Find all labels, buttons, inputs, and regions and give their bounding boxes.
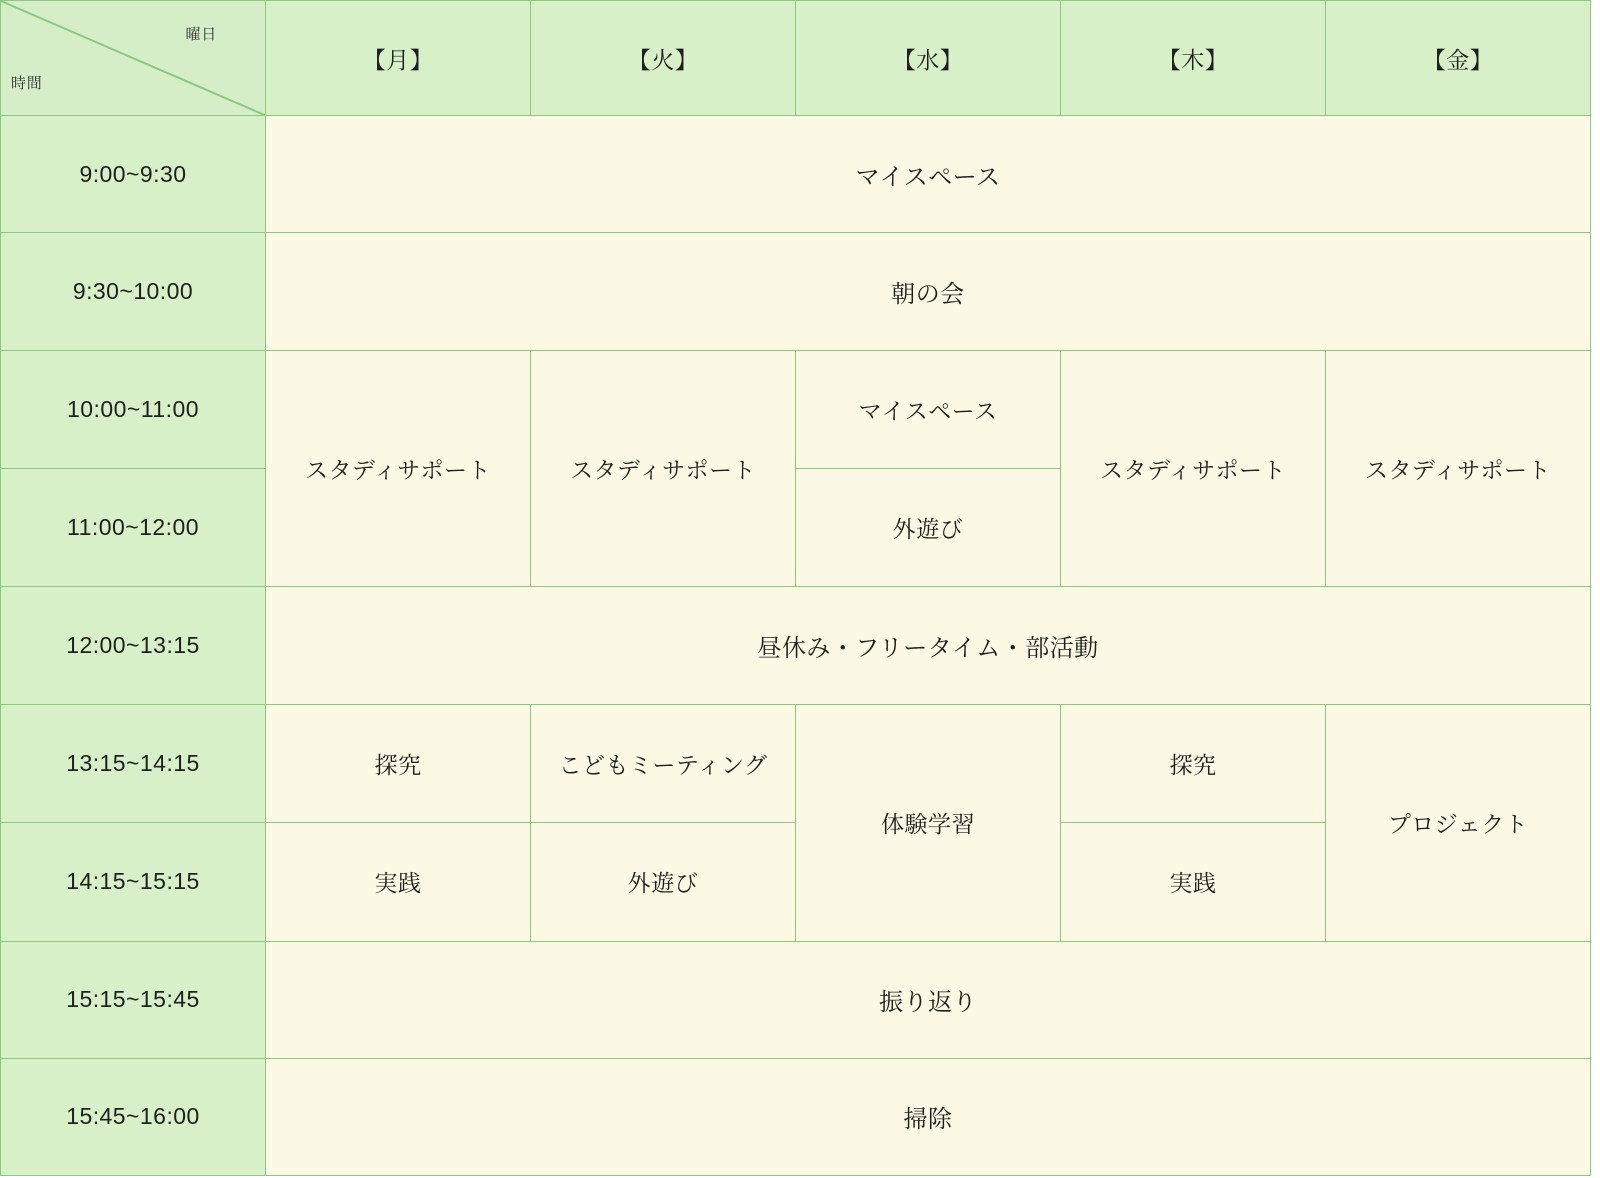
time-slot-1000-1100: 10:00~11:00 <box>1 350 266 468</box>
activity-wednesday-myspace: マイスペース <box>796 350 1061 468</box>
time-slot-0930-1000: 9:30~10:00 <box>1 233 266 350</box>
activity-cleaning: 掃除 <box>266 1058 1591 1175</box>
table-header-row <box>1 1 1591 116</box>
day-header-monday: 【月】 <box>266 1 531 116</box>
day-header-friday: 【金】 <box>1326 1 1591 116</box>
table-row <box>1 705 1591 823</box>
activity-reflection: 振り返り <box>266 941 1591 1058</box>
activity-monday-practice: 実践 <box>266 823 531 941</box>
activity-tuesday-study-support: スタディサポート <box>531 350 796 586</box>
time-slot-1100-1200: 11:00~12:00 <box>1 468 266 586</box>
corner-day-label: 曜日 <box>185 26 217 43</box>
activity-myspace-all-days: マイスペース <box>266 116 1591 233</box>
time-slot-1545-1600: 15:45~16:00 <box>1 1058 266 1175</box>
time-slot-1415-1515: 14:15~15:15 <box>1 823 266 941</box>
activity-lunch-free-club: 昼休み・フリータイム・部活動 <box>266 586 1591 704</box>
table-row <box>1 233 1591 350</box>
activity-tuesday-outdoor-play: 外遊び <box>531 823 796 941</box>
activity-morning-meeting: 朝の会 <box>266 233 1591 350</box>
time-slot-1515-1545: 15:15~15:45 <box>1 941 266 1058</box>
activity-friday-project: プロジェクト <box>1326 705 1591 941</box>
table-row <box>1 350 1591 468</box>
activity-monday-study-support: スタディサポート <box>266 350 531 586</box>
time-slot-1200-1315: 12:00~13:15 <box>1 586 266 704</box>
corner-time-label: 時間 <box>11 75 43 93</box>
corner-header-cell <box>1 1 266 116</box>
activity-monday-inquiry: 探究 <box>266 705 531 823</box>
day-header-wednesday: 【水】 <box>796 1 1061 116</box>
activity-thursday-study-support: スタディサポート <box>1061 350 1326 586</box>
time-slot-1315-1415: 13:15~14:15 <box>1 705 266 823</box>
time-slot-0900-0930: 9:00~9:30 <box>1 116 266 233</box>
activity-friday-study-support: スタディサポート <box>1326 350 1591 586</box>
day-header-thursday: 【木】 <box>1061 1 1326 116</box>
activity-wednesday-experiential-learning: 体験学習 <box>796 705 1061 941</box>
activity-thursday-inquiry: 探究 <box>1061 705 1326 823</box>
day-header-tuesday: 【火】 <box>531 1 796 116</box>
table-row <box>1 1058 1591 1175</box>
diagonal-divider-icon <box>1 1 265 115</box>
table-row <box>1 586 1591 704</box>
activity-tuesday-kids-meeting: こどもミーティング <box>531 705 796 823</box>
activity-wednesday-outdoor-play: 外遊び <box>796 468 1061 586</box>
table-row <box>1 116 1591 233</box>
table-row <box>1 941 1591 1058</box>
activity-thursday-practice: 実践 <box>1061 823 1326 941</box>
